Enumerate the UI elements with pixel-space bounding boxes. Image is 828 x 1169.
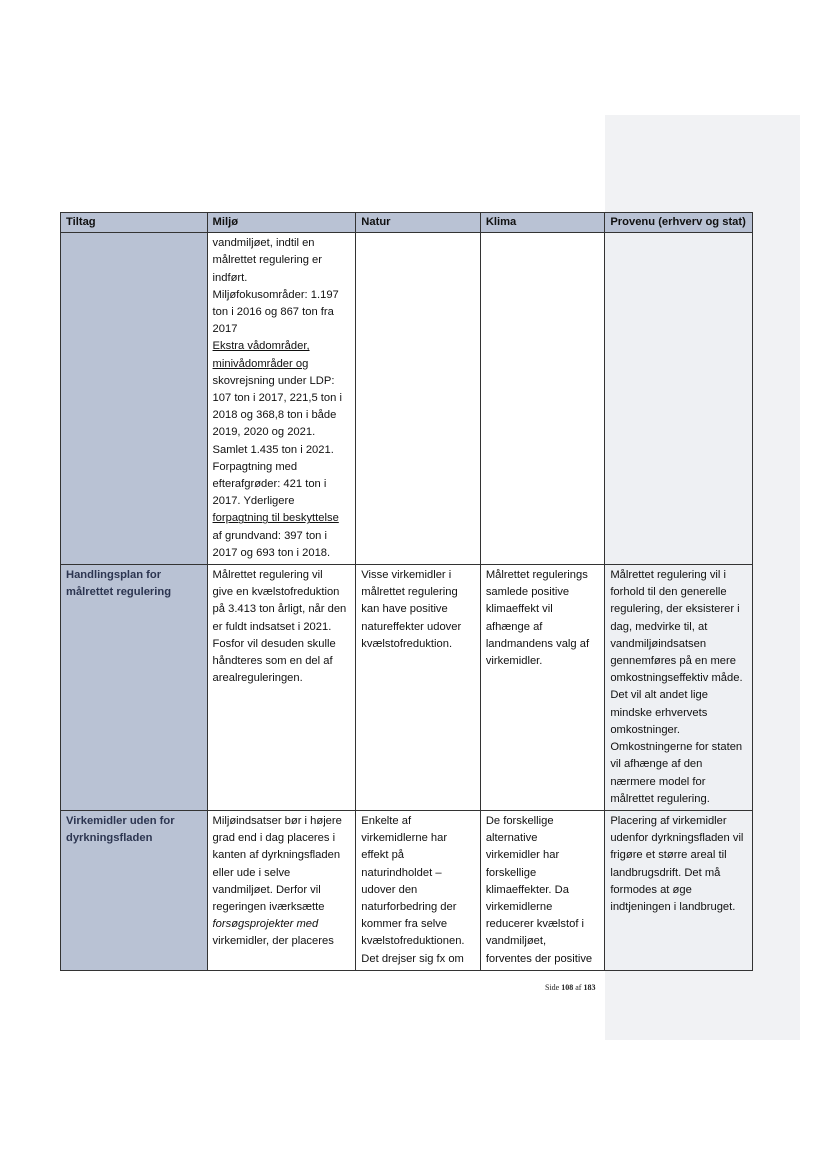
cell-miljo: vandmiljøet, indtil en målrettet regulering er indført. Miljøfokusområder: 1.197 ton i 2016 og 867 ton fra 2017 Ekstra vådområder, minivådområder og skovrejsning under LDP: 107 ton i 2017, 221,5 ton i 2018 og 368,8 ton i både 2019, 2020 og 2021. Samlet 1.435 ton i 2021. Forpagtning med efterafgrøder: 421 ton i 2017. Yderligere forpagtning til beskyttelse af grundvand: 397 ton i 2017 og 693 ton i 2018. (207, 233, 356, 565)
table-row (61, 810, 753, 970)
table-row (61, 565, 753, 811)
cell-klima (480, 233, 605, 565)
cell-provenu: Placering af virkemidler udenfor dyrkningsfladen vil frigøre et større areal til landbrugsdrift. Det må formodes at øge indtjeningen i landbruget. (605, 810, 753, 970)
cell-natur: Enkelte af virkemidlerne har effekt på naturindholdet – udover den naturforbedring der kommer fra selve kvælstofreduktionen. Det drejser sig fx om (356, 810, 481, 970)
cell-provenu (605, 233, 753, 565)
cell-tiltag (61, 233, 208, 565)
cell-klima: De forskellige alternative virkemidler har forskellige klimaeffekter. Da virkemidlerne reducerer kvælstof i vandmiljøet, forventes der positive (480, 810, 605, 970)
header-natur: Natur (356, 213, 481, 233)
cell-natur (356, 233, 481, 565)
cell-natur: Visse virkemidler i målrettet regulering kan have positive natureffekter udover kvælstofreduktion. (356, 565, 481, 811)
cell-klima: Målrettet regulerings samlede positive klimaeffekt vil afhænge af landmandens valg af virkemidler. (480, 565, 605, 811)
header-miljo: Miljø (207, 213, 356, 233)
page-number: 108 (561, 983, 574, 992)
header-klima: Klima (480, 213, 605, 233)
page-number-footer: Side 108 af 183 (545, 983, 596, 992)
cell-tiltag: Handlingsplan for målrettet regulering (61, 565, 208, 811)
cell-miljo: Målrettet regulering vil give en kvælstofreduktion på 3.413 ton årligt, når den er fuldt indsatset i 2021. Fosfor vil desuden skulle håndteres som en del af arealreguleringen. (207, 565, 356, 811)
measures-table (60, 212, 753, 971)
page-total: 183 (583, 983, 596, 992)
header-tiltag: Tiltag (61, 213, 208, 233)
table-row (61, 233, 753, 565)
header-provenu: Provenu (erhverv og stat) (605, 213, 753, 233)
table-header-row (61, 213, 753, 233)
cell-provenu: Målrettet regulering vil i forhold til den generelle regulering, der eksisterer i dag, medvirke til, at vandmiljøindsatsen gennemføres på en mere omkostningseffektiv måde. Det vil alt andet lige mindske erhvervets omkostninger. Omkostningerne for staten vil afhænge af den nærmere model for målrettet regulering. (605, 565, 753, 811)
cell-miljo: Miljøindsatser bør i højere grad end i dag placeres i kanten af dyrkningsfladen eller ude i selve vandmiljøet. Derfor vil regeringen iværksætte forsøgsprojekter med virkemidler, der placeres (207, 810, 356, 970)
cell-tiltag: Virkemidler uden for dyrkningsfladen (61, 810, 208, 970)
